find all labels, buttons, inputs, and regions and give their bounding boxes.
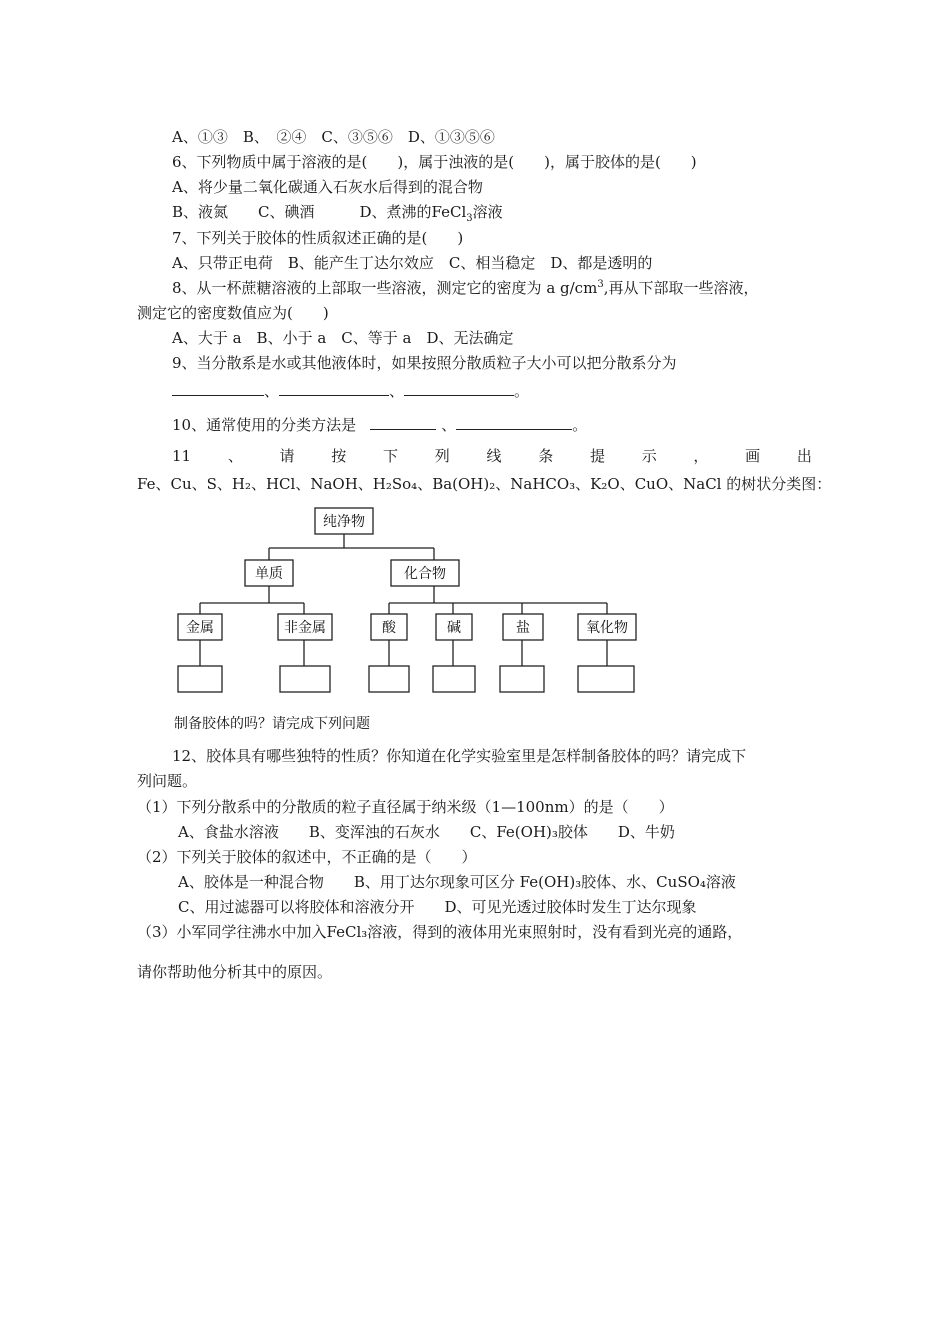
tree-answer-box-6[interactable] xyxy=(578,666,634,692)
q12-part3: （3）小军同学往沸水中加入FeCl₃溶液，得到的液体用光束照射时，没有看到光亮的通路， xyxy=(137,923,743,941)
q7-stem: 7、下列关于胶体的性质叙述正确的是( ) xyxy=(172,229,464,247)
q6-stem: 6、下列物质中属于溶液的是( )，属于浊液的是( )，属于胶体的是( ) xyxy=(172,153,697,171)
tree-node-element: 单质 xyxy=(255,566,283,582)
q9-blank-2[interactable] xyxy=(279,380,389,396)
tree-answer-box-5[interactable] xyxy=(500,666,544,692)
q12-part1-options: A、食盐水溶液 B、变浑浊的石灰水 C、Fe(OH)₃胶体 D、牛奶 xyxy=(178,823,675,841)
classification-tree-diagram xyxy=(160,500,660,730)
tree-node-salt: 盐 xyxy=(516,620,530,636)
q7-options: A、只带正电荷 B、能产生丁达尔效应 C、相当稳定 D、都是透明的 xyxy=(172,254,653,272)
q8-stem-line2: 测定它的密度数值应为( ) xyxy=(137,304,329,322)
q12-part2: （2）下列关于胶体的叙述中，不正确的是（ ） xyxy=(137,848,477,866)
tree-answer-box-4[interactable] xyxy=(433,666,475,692)
q9-blank-1[interactable] xyxy=(172,380,264,396)
q5-options: A、①③ B、 ②④ C、③⑤⑥ D、①③⑤⑥ xyxy=(172,128,495,146)
q6-options-bcd: B、液氮 C、碘酒 D、煮沸的FeCl$_3$溶液 xyxy=(172,203,503,224)
tree-node-oxide: 氧化物 xyxy=(586,620,628,636)
q10-blank-2[interactable] xyxy=(456,414,572,430)
q6-option-a: A、将少量二氧化碳通入石灰水后得到的混合物 xyxy=(172,178,483,196)
q12-part1: （1）下列分散系中的分散质的粒子直径属于纳米级（1—100nm）的是（ ） xyxy=(137,798,674,816)
q12-stem: 12、胶体具有哪些独特的性质？你知道在化学实验室里是怎样制备胶体的吗？请完成下 xyxy=(172,747,747,765)
tree-node-base: 碱 xyxy=(447,620,461,636)
tree-answer-box-1[interactable] xyxy=(178,666,222,692)
tree-node-root: 纯净物 xyxy=(323,514,365,530)
q8-stem: 8、从一杯蔗糖溶液的上部取一些溶液，测定它的密度为 a $g/cm^3$,再从下部取一些溶液， xyxy=(172,279,759,297)
q10-blank-1[interactable] xyxy=(370,414,436,430)
tree-node-nonmetal: 非金属 xyxy=(284,620,326,636)
q8-options: A、大于 a B、小于 a C、等于 a D、无法确定 xyxy=(172,329,514,347)
q11-formula-line: Fe、Cu、S、H₂、HCl、NaOH、H₂So₄、Ba(OH)₂、NaHCO₃、K₂O、CuO、NaCl 的树状分类图： xyxy=(137,475,832,493)
cropped-stray-text: 制备胶体的吗？请完成下列问题 xyxy=(174,716,370,730)
q12-stem-line2: 列问题。 xyxy=(137,772,198,790)
tree-node-acid: 酸 xyxy=(382,620,396,636)
tree-answer-box-2[interactable] xyxy=(280,666,330,692)
q9-blanks: 、 、 。 xyxy=(172,380,529,401)
q10-line: 10、通常使用的分类方法是 、 。 xyxy=(172,416,588,434)
tree-node-compound: 化合物 xyxy=(404,566,446,582)
q12-part2-options-cd: C、用过滤器可以将胶体和溶液分开 D、可见光透过胶体时发生丁达尔现象 xyxy=(178,898,697,916)
q9-blank-3[interactable] xyxy=(404,380,514,396)
q12-part2-options-ab: A、胶体是一种混合物 B、用丁达尔现象可区分 Fe(OH)₃胶体、水、CuSO₄溶液 xyxy=(178,873,736,891)
q9-stem: 9、当分散系是水或其他液体时，如果按照分散质粒子大小可以把分散系分为 xyxy=(172,354,677,372)
tree-node-metal: 金属 xyxy=(186,620,214,636)
q12-part3-line2: 请你帮助他分析其中的原因。 xyxy=(137,963,333,981)
tree-answer-box-3[interactable] xyxy=(369,666,409,692)
q11-stem-spread: 11 、 请 按 下 列 线 条 提 示 ， 画 出 xyxy=(172,447,812,465)
